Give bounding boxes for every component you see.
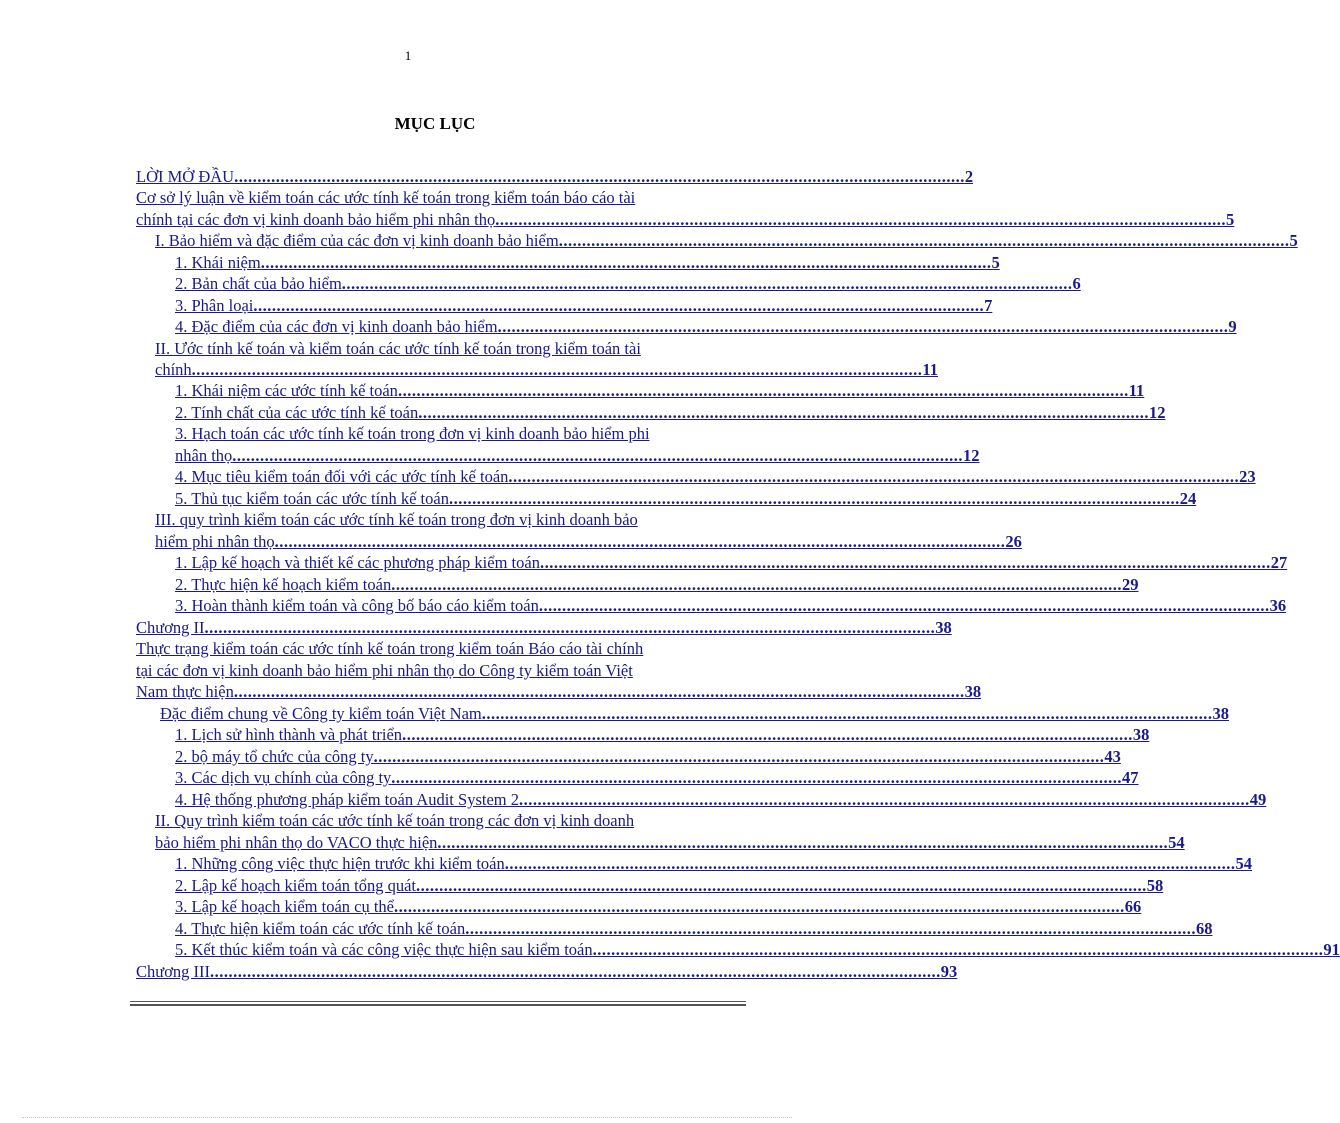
- toc-entry[interactable]: 4. Mục tiêu kiểm toán đối với các ước tính kế toán .............................................................................................................................................................. 23: [175, 467, 1256, 486]
- toc-entry[interactable]: hiểm phi nhân thọ .............................................................................................................................................................. 26: [155, 532, 1022, 551]
- toc-entry[interactable]: Nam thực hiện .............................................................................................................................................................. 38: [136, 682, 982, 701]
- toc-entry[interactable]: 4. Thực hiện kiểm toán các ước tính kế toán .............................................................................................................................................................. 68: [175, 919, 1213, 938]
- page-title: MỤC LỤC: [394, 114, 476, 133]
- divider-line: [130, 1004, 746, 1006]
- toc-entry[interactable]: 1. Những công việc thực hiện trước khi kiểm toán .............................................................................................................................................................. 54: [175, 854, 1252, 873]
- toc-entry[interactable]: 1. Khái niệm các ước tính kế toán .............................................................................................................................................................. 11: [175, 381, 1145, 400]
- toc-entry[interactable]: Thực trạng kiểm toán các ước tính kế toán trong kiểm toán Báo cáo tài chính: [136, 639, 644, 658]
- toc-entry[interactable]: chính .............................................................................................................................................................. 11: [155, 360, 939, 379]
- toc-entry[interactable]: chính tại các đơn vị kinh doanh bảo hiểm phi nhân thọ .............................................................................................................................................................. 5: [136, 210, 1235, 229]
- toc-entry[interactable]: 5. Thủ tục kiểm toán các ước tính kế toán .............................................................................................................................................................. 24: [175, 489, 1197, 508]
- toc-entry[interactable]: III. quy trình kiểm toán các ước tính kế toán trong đơn vị kinh doanh bảo: [155, 510, 638, 529]
- toc-entry[interactable]: 1. Khái niệm .............................................................................................................................................................. 5: [175, 253, 1000, 272]
- toc-entry[interactable]: 2. Tính chất của các ước tính kế toán .............................................................................................................................................................. 12: [175, 403, 1166, 422]
- toc-entry[interactable]: nhân thọ .............................................................................................................................................................. 12: [175, 446, 980, 465]
- page-border: [22, 1117, 792, 1118]
- toc-entry[interactable]: Chương III .............................................................................................................................................................. 93: [136, 962, 958, 981]
- toc-entry[interactable]: II. Ước tính kế toán và kiểm toán các ước tính kế toán trong kiểm toán tài: [155, 339, 641, 358]
- toc-entry[interactable]: 3. Hoàn thành kiểm toán và công bố báo cáo kiểm toán .............................................................................................................................................................. 36: [175, 596, 1287, 615]
- toc-entry[interactable]: Chương II .............................................................................................................................................................. 38: [136, 618, 952, 637]
- toc-entry[interactable]: Cơ sở lý luận về kiểm toán các ước tính kế toán trong kiểm toán báo cáo tài: [136, 188, 636, 207]
- toc-entry[interactable]: Đặc điểm chung về Công ty kiểm toán Việt Nam .............................................................................................................................................................. 38: [160, 704, 1230, 723]
- toc-entry[interactable]: 3. Lập kế hoạch kiểm toán cụ thể .............................................................................................................................................................. 66: [175, 897, 1142, 916]
- toc-entry[interactable]: 2. bộ máy tổ chức của công ty .............................................................................................................................................................. 43: [175, 747, 1121, 766]
- divider-line: [130, 1001, 746, 1002]
- toc-entry[interactable]: 2. Lập kế hoạch kiểm toán tổng quát .............................................................................................................................................................. 58: [175, 876, 1164, 895]
- toc-entry[interactable]: 5. Kết thúc kiểm toán và các công việc thực hiện sau kiểm toán .............................................................................................................................................................. 91: [175, 940, 1340, 959]
- toc-entry[interactable]: bảo hiểm phi nhân thọ do VACO thực hiện .............................................................................................................................................................. 54: [155, 833, 1185, 852]
- toc-entry[interactable]: 3. Phân loại .............................................................................................................................................................. 7: [175, 296, 993, 315]
- toc-entry[interactable]: 1. Lập kế hoạch và thiết kế các phương pháp kiểm toán .............................................................................................................................................................. 27: [175, 553, 1288, 572]
- toc-entry[interactable]: 1. Lịch sử hình thành và phát triển .............................................................................................................................................................. 38: [175, 725, 1150, 744]
- toc-entry[interactable]: tại các đơn vị kinh doanh bảo hiểm phi nhân thọ do Công ty kiểm toán Việt: [136, 661, 633, 680]
- toc-entry[interactable]: 4. Đặc điểm của các đơn vị kinh doanh bảo hiểm .............................................................................................................................................................. 9: [175, 317, 1237, 336]
- toc-entry[interactable]: I. Bảo hiểm và đặc điểm của các đơn vị kinh doanh bảo hiểm .............................................................................................................................................................. 5: [155, 231, 1298, 250]
- toc-entry[interactable]: 4. Hệ thống phương pháp kiểm toán Audit System 2 .............................................................................................................................................................. 49: [175, 790, 1267, 809]
- toc-entry[interactable]: 3. Hạch toán các ước tính kế toán trong đơn vị kinh doanh bảo hiểm phi: [175, 424, 650, 443]
- toc-entry[interactable]: 3. Các dịch vụ chính của công ty .............................................................................................................................................................. 47: [175, 768, 1139, 787]
- toc-entry[interactable]: 2. Bản chất của bảo hiểm .............................................................................................................................................................. 6: [175, 274, 1081, 293]
- page-number: 1: [404, 48, 412, 63]
- toc-entry[interactable]: II. Quy trình kiểm toán các ước tính kế toán trong các đơn vị kinh doanh: [155, 811, 635, 830]
- toc-entry[interactable]: LỜI MỞ ĐẦU .............................................................................................................................................................. 2: [136, 167, 974, 186]
- toc-entry[interactable]: 2. Thực hiện kế hoạch kiểm toán .............................................................................................................................................................. 29: [175, 575, 1139, 594]
